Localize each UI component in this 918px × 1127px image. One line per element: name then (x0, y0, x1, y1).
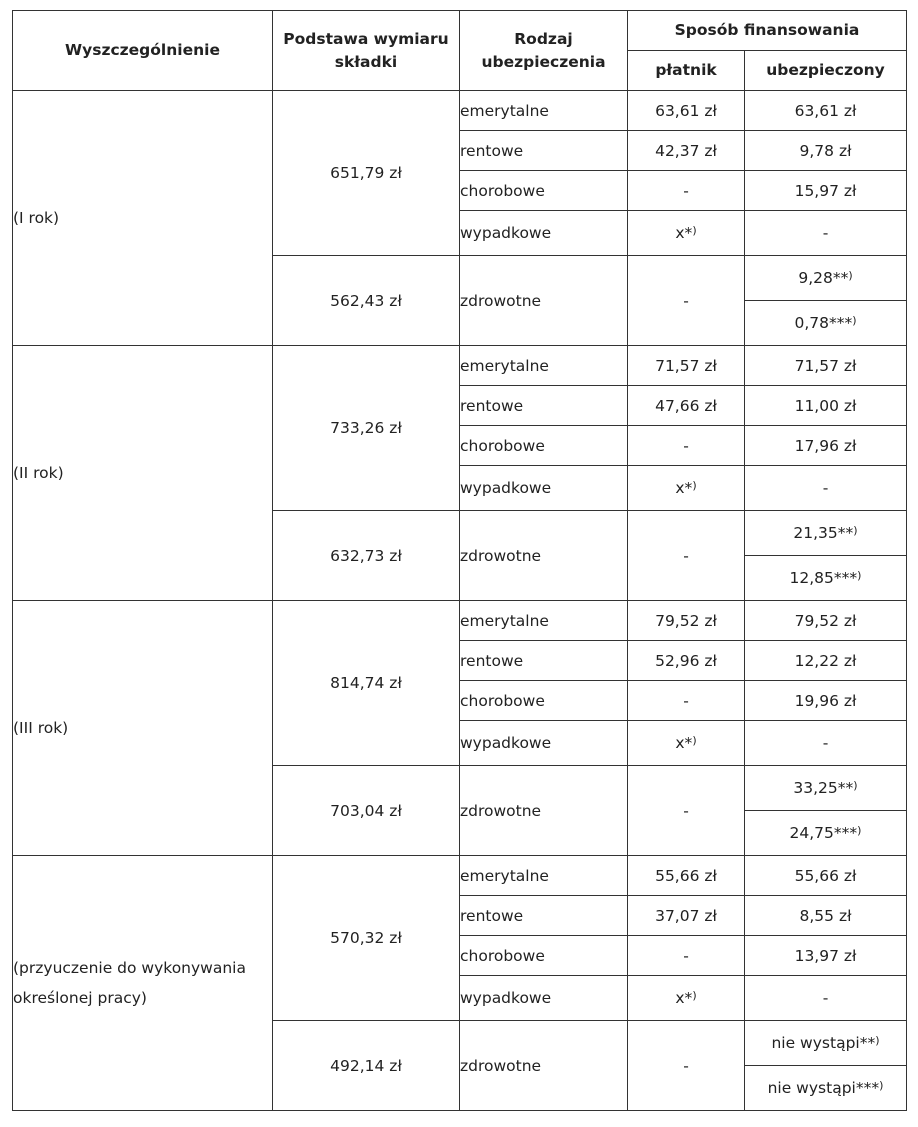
insurance-type-cell: emerytalne (460, 346, 628, 386)
insured-amount-cell: 63,61 zł (745, 91, 907, 131)
payer-amount: 63,61 zł (655, 101, 717, 120)
footnote-marker: ) (692, 224, 697, 237)
payer-amount: 47,66 zł (655, 396, 717, 415)
footnote-marker: ) (692, 734, 697, 747)
payer-amount-cell (628, 936, 745, 976)
payer-amount-cell (628, 346, 745, 386)
table-body (13, 91, 907, 1111)
payer-amount-cell (628, 896, 745, 936)
insurance-type-cell: zdrowotne (460, 1021, 628, 1111)
health-contribution-base: 562,43 zł (273, 256, 460, 346)
payer-amount-cell (628, 386, 745, 426)
insured-amount-cell: 11,00 zł (745, 386, 907, 426)
insurance-type-cell: wypadkowe (460, 976, 628, 1021)
insured-amount: 9,28** (798, 269, 849, 287)
contribution-table (12, 10, 907, 1111)
header-contribution-base: Podstawa wymiaru składki (273, 11, 460, 91)
insurance-type-cell: rentowe (460, 131, 628, 171)
insured-amount-cell (745, 301, 907, 346)
payer-amount-cell: - (628, 256, 745, 346)
payer-amount-cell: - (628, 511, 745, 601)
insured-amount-cell: 12,22 zł (745, 641, 907, 681)
social-contribution-base: 814,74 zł (273, 601, 460, 766)
footnote-marker: ) (875, 1034, 880, 1047)
insured-amount: 21,35** (793, 524, 854, 542)
table-row (13, 856, 907, 896)
payer-amount: x* (675, 989, 693, 1007)
payer-amount: x* (675, 734, 693, 752)
social-contribution-base: 570,32 zł (273, 856, 460, 1021)
insured-amount: 0,78*** (794, 314, 853, 332)
insurance-type-cell: chorobowe (460, 681, 628, 721)
insured-amount-cell: 55,66 zł (745, 856, 907, 896)
group-label: (przyuczenie do wykonywania określonej pracy) (13, 856, 273, 1111)
payer-amount-cell (628, 466, 745, 511)
payer-amount-cell (628, 721, 745, 766)
header-insured: ubezpieczony (745, 51, 907, 91)
footnote-marker: ) (853, 779, 858, 792)
social-contribution-base: 651,79 zł (273, 91, 460, 256)
payer-amount-cell (628, 601, 745, 641)
payer-amount: 52,96 zł (655, 651, 717, 670)
social-contribution-base: 733,26 zł (273, 346, 460, 511)
header-financing-method: Sposób finansowania (628, 11, 907, 51)
footnote-marker: ) (852, 314, 857, 327)
insurance-type-cell: chorobowe (460, 171, 628, 211)
insured-amount-cell (745, 511, 907, 556)
insured-amount: 33,25** (793, 779, 854, 797)
health-contribution-base: 632,73 zł (273, 511, 460, 601)
payer-amount-cell (628, 426, 745, 466)
insurance-type-cell: emerytalne (460, 856, 628, 896)
insurance-type-cell: zdrowotne (460, 766, 628, 856)
payer-amount: - (683, 691, 689, 710)
payer-amount: 55,66 zł (655, 866, 717, 885)
footnote-marker: ) (848, 269, 853, 282)
payer-amount: - (683, 436, 689, 455)
insured-amount-cell (745, 1021, 907, 1066)
payer-amount-cell: - (628, 1021, 745, 1111)
table-row (13, 346, 907, 386)
footnote-marker: ) (857, 569, 862, 582)
payer-amount-cell (628, 856, 745, 896)
payer-amount: - (683, 181, 689, 200)
insured-amount: 24,75*** (789, 824, 858, 842)
insured-amount: nie wystąpi** (771, 1034, 876, 1052)
payer-amount: 71,57 zł (655, 356, 717, 375)
footnote-marker: ) (853, 524, 858, 537)
insured-amount-cell: 9,78 zł (745, 131, 907, 171)
insured-amount-cell: 79,52 zł (745, 601, 907, 641)
insured-amount-cell: 71,57 zł (745, 346, 907, 386)
payer-amount: 79,52 zł (655, 611, 717, 630)
insured-amount-cell (745, 811, 907, 856)
payer-amount: x* (675, 224, 693, 242)
insurance-type-cell: wypadkowe (460, 721, 628, 766)
insurance-type-cell: zdrowotne (460, 511, 628, 601)
footnote-marker: ) (857, 824, 862, 837)
group-label: (I rok) (13, 91, 273, 346)
insurance-type-cell: rentowe (460, 641, 628, 681)
insured-amount-cell (745, 1066, 907, 1111)
insurance-type-cell: chorobowe (460, 936, 628, 976)
header-payer: płatnik (628, 51, 745, 91)
header-specification: Wyszczególnienie (13, 11, 273, 91)
payer-amount-cell (628, 211, 745, 256)
insured-amount: 12,85*** (789, 569, 858, 587)
insured-amount-cell: 15,97 zł (745, 171, 907, 211)
insurance-type-cell: rentowe (460, 896, 628, 936)
insured-amount-cell: - (745, 211, 907, 256)
payer-amount: 42,37 zł (655, 141, 717, 160)
insured-amount-cell: 19,96 zł (745, 681, 907, 721)
insurance-type-cell: zdrowotne (460, 256, 628, 346)
table-row (13, 91, 907, 131)
insurance-type-cell: wypadkowe (460, 211, 628, 256)
payer-amount: 37,07 zł (655, 906, 717, 925)
insurance-type-cell: rentowe (460, 386, 628, 426)
footnote-marker: ) (692, 479, 697, 492)
table-row (13, 601, 907, 641)
payer-amount-cell (628, 131, 745, 171)
insured-amount-cell: 17,96 zł (745, 426, 907, 466)
insurance-type-cell: emerytalne (460, 601, 628, 641)
footnote-marker: ) (692, 989, 697, 1002)
payer-amount: - (683, 946, 689, 965)
insured-amount-cell: - (745, 721, 907, 766)
footnote-marker: ) (879, 1079, 884, 1092)
payer-amount-cell (628, 171, 745, 211)
insurance-type-cell: chorobowe (460, 426, 628, 466)
insured-amount-cell (745, 766, 907, 811)
group-label: (II rok) (13, 346, 273, 601)
insured-amount-cell (745, 556, 907, 601)
payer-amount-cell (628, 976, 745, 1021)
insurance-type-cell: wypadkowe (460, 466, 628, 511)
insured-amount: nie wystąpi*** (767, 1079, 880, 1097)
insurance-type-cell: emerytalne (460, 91, 628, 131)
insured-amount-cell: - (745, 466, 907, 511)
insured-amount-cell: 8,55 zł (745, 896, 907, 936)
payer-amount: x* (675, 479, 693, 497)
insured-amount-cell: 13,97 zł (745, 936, 907, 976)
health-contribution-base: 492,14 zł (273, 1021, 460, 1111)
health-contribution-base: 703,04 zł (273, 766, 460, 856)
header-insurance-type: Rodzaj ubezpieczenia (460, 11, 628, 91)
payer-amount-cell (628, 681, 745, 721)
insured-amount-cell: - (745, 976, 907, 1021)
group-label: (III rok) (13, 601, 273, 856)
insured-amount-cell (745, 256, 907, 301)
payer-amount-cell (628, 641, 745, 681)
payer-amount-cell: - (628, 766, 745, 856)
payer-amount-cell (628, 91, 745, 131)
